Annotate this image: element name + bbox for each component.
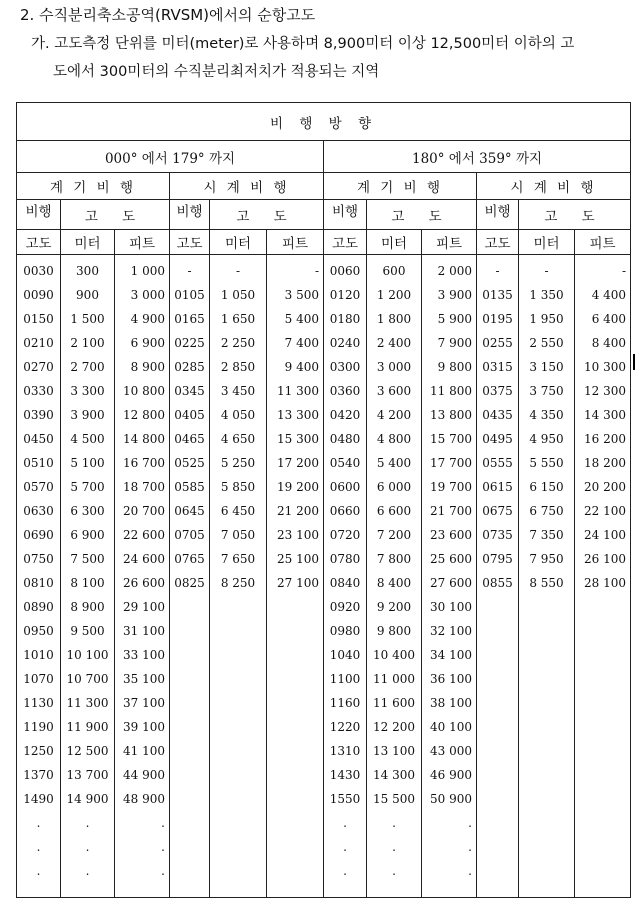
- meter-cell: 10 700: [66, 672, 109, 686]
- feet-cell: 21 200: [277, 504, 319, 518]
- flight-level-cell: 0890: [23, 600, 54, 614]
- flight-level-cell: 1010: [23, 648, 54, 662]
- meter-cell: 6 450: [220, 504, 256, 518]
- meter-cell: 8 550: [529, 576, 564, 590]
- flight-level-cell: 0135: [482, 288, 513, 302]
- feet-cell: 16 700: [123, 456, 165, 470]
- feet-cell: .: [468, 816, 472, 830]
- vfr-header-east: 시 계 비 행: [170, 173, 324, 200]
- meter-cell: 10 100: [66, 648, 109, 662]
- flight-level-cell: 0980: [329, 624, 361, 638]
- flight-level-cell: 0525: [174, 456, 205, 470]
- subheading-line-2: 도에서 300미터의 수직분리최저치가 적용되는 지역: [53, 64, 380, 80]
- meter-cell: 2 850: [220, 360, 256, 374]
- ifr-header-east: 계 기 비 행: [17, 173, 170, 200]
- feet-cell: 23 600: [430, 528, 472, 542]
- meter-column: [367, 255, 422, 898]
- feet-cell: 3 900: [437, 288, 472, 302]
- flight-level-cell: 0060: [329, 264, 361, 278]
- flight-level-cell: 0735: [482, 528, 513, 542]
- col-header-fl: 고도: [170, 230, 210, 255]
- feet-cell: 14 800: [123, 432, 165, 446]
- direction-west-header: 180° 에서 359° 까지: [324, 141, 631, 173]
- feet-cell: 9 400: [284, 360, 319, 374]
- feet-cell: 48 900: [123, 792, 165, 806]
- meter-cell: 6 000: [376, 480, 412, 494]
- feet-cell: 7 900: [437, 336, 472, 350]
- feet-cell: 18 700: [123, 480, 165, 494]
- text-cursor-marker: [633, 354, 635, 370]
- meter-cell: 7 350: [529, 528, 564, 542]
- flight-level-cell: 0570: [23, 480, 54, 494]
- meter-cell: 12 500: [66, 744, 109, 758]
- feet-cell: 15 300: [277, 432, 319, 446]
- col-header-feet: 피트: [422, 230, 477, 255]
- meter-cell: 3 150: [529, 360, 564, 374]
- feet-cell: 36 100: [430, 672, 472, 686]
- flight-level-cell: .: [343, 816, 347, 830]
- meter-cell: 3 900: [70, 408, 105, 422]
- meter-cell: 13 700: [66, 768, 109, 782]
- flight-level-cell: 0825: [174, 576, 205, 590]
- meter-cell: 6 750: [529, 504, 564, 518]
- flight-level-cell: 1130: [23, 696, 54, 710]
- meter-cell: 900: [76, 288, 99, 302]
- feet-cell: 31 100: [123, 624, 165, 638]
- flight-level-cell: 1550: [329, 792, 361, 806]
- feet-cell: 33 100: [123, 648, 165, 662]
- feet-cell: 24 100: [584, 528, 627, 542]
- feet-cell: 14 300: [584, 408, 627, 422]
- feet-cell: 28 100: [584, 576, 627, 590]
- feet-cell: .: [161, 864, 165, 878]
- feet-cell: 44 900: [123, 768, 165, 782]
- meter-cell: 3 600: [376, 384, 412, 398]
- feet-cell: 26 100: [584, 552, 627, 566]
- flight-level-cell: 0210: [23, 336, 54, 350]
- meter-cell: 4 800: [376, 432, 412, 446]
- feet-cell: 13 300: [277, 408, 319, 422]
- feet-cell: 32 100: [430, 624, 472, 638]
- feet-column: [575, 255, 631, 898]
- meter-cell: 4 950: [529, 432, 564, 446]
- meter-cell: 12 200: [373, 720, 415, 734]
- feet-cell: 22 100: [584, 504, 627, 518]
- flight-level-cell: .: [343, 840, 347, 854]
- feet-cell: .: [468, 840, 472, 854]
- flight-level-cell: .: [343, 864, 347, 878]
- meter-cell: 7 200: [376, 528, 412, 542]
- meter-cell: 11 300: [66, 696, 109, 710]
- feet-cell: 7 400: [284, 336, 319, 350]
- feet-cell: 25 100: [277, 552, 319, 566]
- flight-level-cell: 1070: [23, 672, 54, 686]
- flight-level-cell: 0705: [174, 528, 205, 542]
- meter-cell: 3 750: [529, 384, 564, 398]
- col-header-meter: 미터: [210, 230, 267, 255]
- feet-cell: 17 200: [277, 456, 319, 470]
- feet-cell: 5 400: [284, 312, 319, 326]
- flight-level-cell: 0120: [329, 288, 361, 302]
- meter-cell: 14 900: [66, 792, 109, 806]
- feet-cell: 37 100: [123, 696, 165, 710]
- feet-cell: 3 500: [284, 288, 319, 302]
- flight-level-cell: 0360: [329, 384, 361, 398]
- feet-column: [267, 255, 324, 898]
- flight-level-cell: 0615: [482, 480, 513, 494]
- feet-cell: 1 000: [130, 264, 165, 278]
- flight-level-cell: 0255: [482, 336, 513, 350]
- flight-label: 비행: [170, 200, 210, 230]
- meter-cell: 1 200: [376, 288, 412, 302]
- flight-level-cell: 1100: [329, 672, 361, 686]
- feet-cell: 19 700: [430, 480, 472, 494]
- flight-level-cell: 0600: [329, 480, 361, 494]
- feet-cell: 21 700: [430, 504, 472, 518]
- feet-cell: 4 400: [591, 288, 627, 302]
- flight-level-cell: 0300: [329, 360, 361, 374]
- feet-cell: 4 900: [130, 312, 165, 326]
- feet-cell: 17 700: [430, 456, 472, 470]
- meter-cell: 1 350: [529, 288, 564, 302]
- meter-cell: 4 200: [376, 408, 412, 422]
- flight-level-cell: 1190: [23, 720, 54, 734]
- feet-column: [115, 255, 170, 898]
- flight-level-cell: 0920: [329, 600, 361, 614]
- feet-cell: 11 800: [430, 384, 472, 398]
- ifr-header-west: 계 기 비 행: [324, 173, 477, 200]
- flight-level-cell: .: [36, 840, 41, 854]
- feet-cell: 20 200: [584, 480, 627, 494]
- feet-cell: 20 700: [123, 504, 165, 518]
- flight-level-cell: .: [36, 864, 41, 878]
- meter-cell: 300: [76, 264, 99, 278]
- feet-cell: -: [621, 264, 627, 278]
- flight-level-cell: 0090: [23, 288, 54, 302]
- meter-cell: 5 250: [220, 456, 256, 470]
- flight-level-cell: 0345: [174, 384, 205, 398]
- flight-level-cell: 0950: [23, 624, 54, 638]
- feet-cell: 27 100: [277, 576, 319, 590]
- feet-cell: 8 400: [591, 336, 627, 350]
- meter-cell: 9 200: [376, 600, 412, 614]
- meter-cell: 8 900: [70, 600, 105, 614]
- flight-level-cell: 0645: [174, 504, 205, 518]
- meter-cell: .: [392, 816, 396, 830]
- flight-level-cell: -: [495, 264, 500, 278]
- feet-cell: 11 300: [277, 384, 319, 398]
- flight-level-cell: 0330: [23, 384, 54, 398]
- flight-level-cell: 0780: [329, 552, 361, 566]
- meter-cell: 5 850: [220, 480, 256, 494]
- meter-cell: 3 000: [376, 360, 412, 374]
- meter-cell: 2 250: [220, 336, 256, 350]
- meter-cell: 2 550: [529, 336, 564, 350]
- col-header-fl: 고도: [17, 230, 61, 255]
- feet-cell: 8 900: [130, 360, 165, 374]
- feet-cell: 43 000: [430, 744, 472, 758]
- meter-cell: 8 100: [70, 576, 105, 590]
- feet-cell: -: [314, 264, 319, 278]
- meter-cell: 6 300: [70, 504, 105, 518]
- flight-level-cell: 0510: [23, 456, 54, 470]
- flight-level-cell: 0480: [329, 432, 361, 446]
- feet-cell: 27 600: [430, 576, 472, 590]
- feet-cell: 9 800: [437, 360, 472, 374]
- feet-cell: 10 800: [123, 384, 165, 398]
- altitude-label: 고 도: [61, 200, 170, 230]
- flight-level-cell: 0390: [23, 408, 54, 422]
- flight-level-cell: 0225: [174, 336, 205, 350]
- meter-cell: 7 800: [376, 552, 412, 566]
- feet-cell: 12 800: [123, 408, 165, 422]
- meter-cell: 13 100: [373, 744, 415, 758]
- meter-cell: .: [392, 840, 396, 854]
- meter-cell: 6 600: [376, 504, 412, 518]
- meter-cell: 2 400: [376, 336, 412, 350]
- flight-level-cell: 0105: [174, 288, 205, 302]
- flight-level-cell: 1370: [23, 768, 54, 782]
- flight-level-cell: 0690: [23, 528, 54, 542]
- flight-level-cell: 0450: [23, 432, 54, 446]
- feet-cell: .: [161, 840, 165, 854]
- feet-cell: 40 100: [430, 720, 472, 734]
- meter-cell: -: [235, 264, 241, 278]
- feet-cell: 10 300: [584, 360, 627, 374]
- subheading-line-1: 가. 고도측정 단위를 미터(meter)로 사용하며 8,900미터 이상 12,500미터 이하의 고: [31, 36, 575, 52]
- meter-cell: 11 600: [373, 696, 415, 710]
- section-subheading: [31, 30, 631, 86]
- meter-cell: 15 500: [373, 792, 415, 806]
- meter-cell: 7 050: [220, 528, 256, 542]
- flight-level-cell: -: [187, 264, 192, 278]
- meter-cell: .: [85, 840, 90, 854]
- flight-level-cell: 0840: [329, 576, 361, 590]
- table-title: 비 행 방 향: [17, 103, 631, 141]
- flight-level-cell: .: [36, 816, 41, 830]
- feet-cell: 38 100: [430, 696, 472, 710]
- feet-cell: 35 100: [123, 672, 165, 686]
- meter-cell: 3 300: [70, 384, 105, 398]
- feet-cell: .: [468, 864, 472, 878]
- feet-cell: 6 900: [130, 336, 165, 350]
- flight-level-cell: 0420: [329, 408, 361, 422]
- meter-cell: 2 700: [70, 360, 105, 374]
- meter-cell: .: [85, 816, 90, 830]
- flight-level-cell: 0285: [174, 360, 205, 374]
- flight-level-cell: 0195: [482, 312, 513, 326]
- meter-cell: 7 500: [70, 552, 105, 566]
- feet-cell: .: [161, 816, 165, 830]
- feet-column: [422, 255, 477, 898]
- feet-cell: 2 000: [437, 264, 472, 278]
- flight-level-cell: 0540: [329, 456, 361, 470]
- flight-level-cell: 0180: [329, 312, 361, 326]
- feet-cell: 46 900: [430, 768, 472, 782]
- meter-cell: 10 400: [373, 648, 415, 662]
- meter-cell: 9 800: [376, 624, 412, 638]
- feet-cell: 29 100: [123, 600, 165, 614]
- meter-cell: 6 150: [529, 480, 564, 494]
- col-header-meter: 미터: [61, 230, 115, 255]
- col-header-meter: 미터: [367, 230, 422, 255]
- col-header-feet: 피트: [267, 230, 324, 255]
- col-header-feet: 피트: [115, 230, 170, 255]
- col-header-feet: 피트: [575, 230, 631, 255]
- flight-level-cell: 0855: [482, 576, 513, 590]
- meter-cell: 5 550: [529, 456, 564, 470]
- feet-cell: 15 700: [430, 432, 472, 446]
- flight-level-cell: 0495: [482, 432, 513, 446]
- meter-cell: 4 650: [220, 432, 256, 446]
- flight-level-cell: 1310: [329, 744, 361, 758]
- vfr-header-west: 시 계 비 행: [477, 173, 631, 200]
- meter-cell: .: [392, 864, 396, 878]
- feet-cell: 16 200: [584, 432, 627, 446]
- flight-label: 비행: [477, 200, 519, 230]
- feet-cell: 6 400: [591, 312, 627, 326]
- meter-cell: 11 000: [373, 672, 415, 686]
- meter-column: [61, 255, 115, 898]
- meter-cell: 1 050: [220, 288, 256, 302]
- flight-level-cell: 0720: [329, 528, 361, 542]
- meter-cell: 8 400: [376, 576, 412, 590]
- flight-level-cell: 0435: [482, 408, 513, 422]
- flight-label: 비행: [17, 200, 61, 230]
- flight-label: 비행: [324, 200, 367, 230]
- section-heading: 2. 수직분리축소공역(RVSM)에서의 순항고도: [20, 6, 316, 24]
- flight-level-cell: 1430: [329, 768, 361, 782]
- flight-level-cell: 1160: [329, 696, 361, 710]
- flight-level-cell: 0795: [482, 552, 513, 566]
- meter-cell: 1 950: [529, 312, 564, 326]
- flight-level-cell: 0240: [329, 336, 361, 350]
- altitude-label: 고 도: [210, 200, 324, 230]
- altitude-label: 고 도: [367, 200, 477, 230]
- feet-cell: 22 600: [123, 528, 165, 542]
- col-header-meter: 미터: [519, 230, 575, 255]
- feet-cell: 39 100: [123, 720, 165, 734]
- flight-level-cell: 0675: [482, 504, 513, 518]
- meter-cell: 4 350: [529, 408, 564, 422]
- fl-column: [170, 255, 210, 898]
- meter-cell: 5 100: [70, 456, 105, 470]
- fl-column: [17, 255, 61, 898]
- meter-column: [519, 255, 575, 898]
- flight-level-cell: 0405: [174, 408, 205, 422]
- feet-cell: 50 900: [430, 792, 472, 806]
- feet-cell: 19 200: [277, 480, 319, 494]
- meter-cell: 3 450: [220, 384, 256, 398]
- feet-cell: 18 200: [584, 456, 627, 470]
- flight-level-cell: 1040: [329, 648, 361, 662]
- flight-level-cell: 0660: [329, 504, 361, 518]
- flight-level-cell: 0270: [23, 360, 54, 374]
- col-header-fl: 고도: [477, 230, 519, 255]
- flight-level-cell: 0555: [482, 456, 513, 470]
- meter-cell: 7 650: [220, 552, 256, 566]
- meter-cell: 5 400: [376, 456, 412, 470]
- meter-cell: 5 700: [70, 480, 105, 494]
- flight-level-cell: 0630: [23, 504, 54, 518]
- fl-column: [324, 255, 367, 898]
- meter-cell: .: [85, 864, 90, 878]
- feet-cell: 24 600: [123, 552, 165, 566]
- feet-cell: 41 100: [123, 744, 165, 758]
- meter-cell: 2 100: [70, 336, 105, 350]
- flight-level-cell: 0765: [174, 552, 205, 566]
- flight-level-cell: 1220: [329, 720, 361, 734]
- meter-cell: 11 900: [66, 720, 109, 734]
- meter-cell: 7 950: [529, 552, 564, 566]
- feet-cell: 25 600: [430, 552, 472, 566]
- flight-level-cell: 0165: [174, 312, 205, 326]
- flight-level-cell: 0375: [482, 384, 513, 398]
- altitude-label: 고 도: [519, 200, 631, 230]
- feet-cell: 5 900: [437, 312, 472, 326]
- meter-column: [210, 255, 267, 898]
- meter-cell: 14 300: [373, 768, 415, 782]
- meter-cell: 4 500: [70, 432, 105, 446]
- feet-cell: 34 100: [430, 648, 472, 662]
- meter-cell: 9 500: [70, 624, 105, 638]
- flight-level-cell: 0750: [23, 552, 54, 566]
- rvsm-altitude-table: [16, 102, 631, 898]
- meter-cell: 600: [382, 264, 406, 278]
- flight-level-cell: 0030: [23, 264, 54, 278]
- flight-level-cell: 1490: [23, 792, 54, 806]
- feet-cell: 30 100: [430, 600, 472, 614]
- meter-cell: 6 900: [70, 528, 105, 542]
- flight-level-cell: 0315: [482, 360, 513, 374]
- flight-level-cell: 1250: [23, 744, 54, 758]
- fl-column: [477, 255, 519, 898]
- meter-cell: 1 800: [376, 312, 412, 326]
- feet-cell: 13 800: [430, 408, 472, 422]
- flight-level-cell: 0150: [23, 312, 54, 326]
- col-header-fl: 고도: [324, 230, 367, 255]
- meter-cell: 8 250: [220, 576, 256, 590]
- feet-cell: 26 600: [123, 576, 165, 590]
- flight-level-cell: 0465: [174, 432, 205, 446]
- meter-cell: -: [544, 264, 549, 278]
- meter-cell: 1 650: [220, 312, 256, 326]
- direction-east-header: 000° 에서 179° 까지: [17, 141, 324, 173]
- feet-cell: 12 300: [584, 384, 627, 398]
- flight-level-cell: 0585: [174, 480, 205, 494]
- flight-level-cell: 0810: [23, 576, 54, 590]
- feet-cell: 23 100: [277, 528, 319, 542]
- feet-cell: 3 000: [130, 288, 165, 302]
- meter-cell: 4 050: [220, 408, 256, 422]
- meter-cell: 1 500: [70, 312, 105, 326]
